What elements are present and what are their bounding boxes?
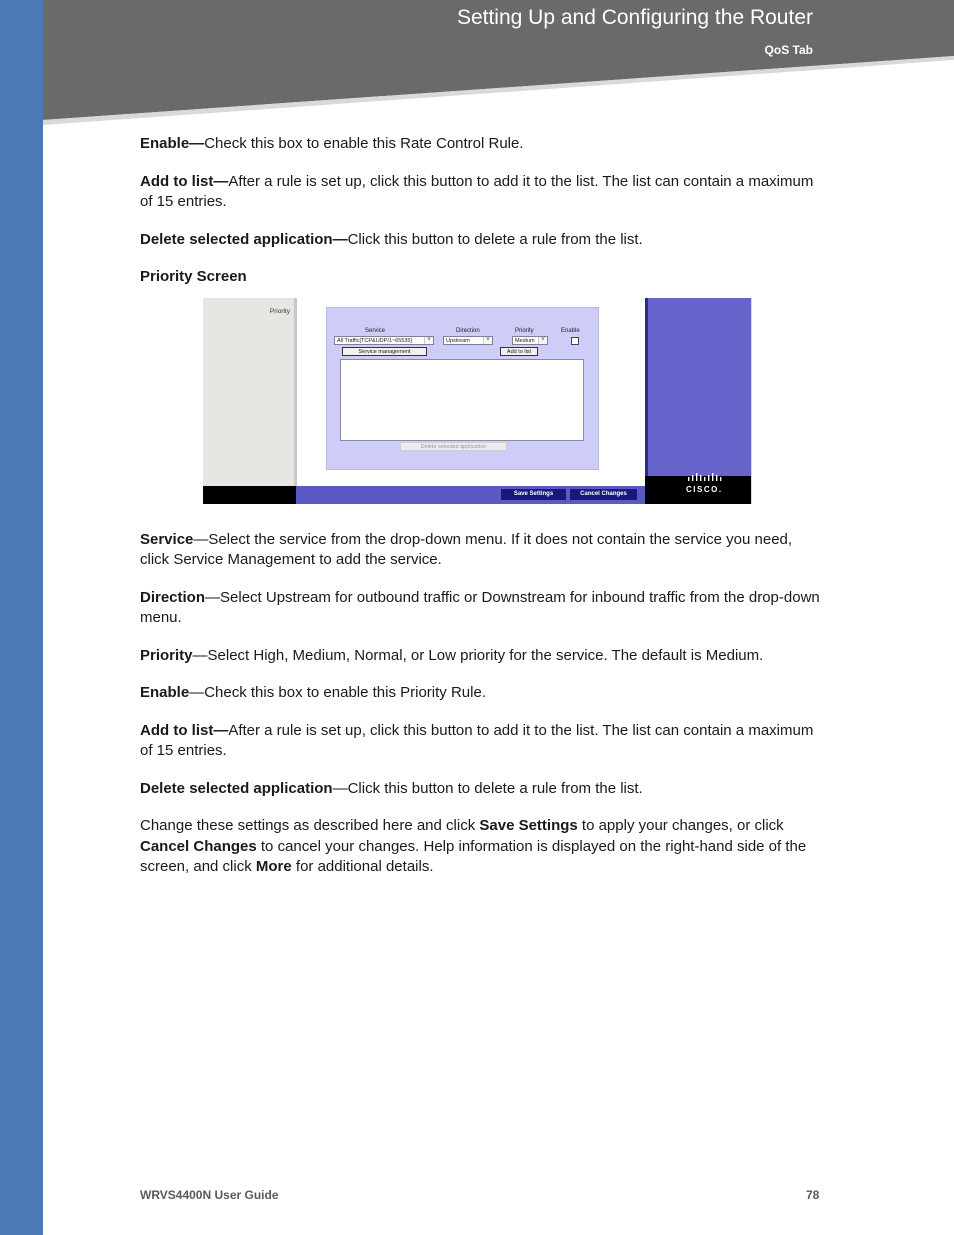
chevron-down-icon: ˅ (424, 337, 433, 344)
section-heading: Priority Screen (140, 268, 247, 285)
detail-priority: Priority—Select High, Medium, Normal, or Low priority for the service. The default is Medium. (140, 646, 764, 664)
col-service: Service (365, 327, 386, 334)
col-enable: Enable (561, 327, 580, 334)
header-subtitle: QoS Tab (764, 43, 813, 57)
priority-screenshot (203, 298, 752, 504)
chevron-down-icon: ˅ (483, 337, 492, 344)
detail-direction: Direction—Select Upstream for outbound traffic or Downstream for inbound traffic from the drop-down menu. (140, 588, 820, 626)
detail-service: Service—Select the service from the drop-down menu. If it does not contain the service you need, click Service Management to add the service. (140, 530, 793, 568)
intro-enable: Enable—Check this box to enable this Rate Control Rule. (140, 135, 524, 152)
priority-select[interactable]: Medium ˅ (512, 336, 548, 345)
chevron-down-icon: ˅ (538, 337, 547, 344)
save-settings-button[interactable]: Save Settings (501, 489, 566, 500)
col-direction: Direction (456, 327, 480, 334)
detail-enable: Enable—Check this box to enable this Priority Rule. (140, 684, 486, 701)
figure-side-menu (203, 298, 297, 486)
add-to-list-button[interactable]: Add to list (500, 347, 538, 356)
delete-selected-button[interactable]: Delete selected application (400, 442, 507, 451)
cisco-logo-icon (686, 473, 726, 483)
detail-add-to-list: Add to list—After a rule is set up, click this button to add it to the list. The list can contain a maximum of 15 entries. (140, 721, 814, 759)
cancel-changes-button[interactable]: Cancel Changes (570, 489, 637, 500)
cisco-logo-text: CISCO. (686, 484, 723, 494)
figure-side-label: Priority (269, 307, 290, 315)
col-priority: Priority (515, 327, 534, 334)
rule-list-box[interactable] (340, 359, 584, 441)
service-select[interactable]: All Traffic[TCP&UDP/1~65535] ˅ (334, 336, 434, 345)
header-title: Setting Up and Configuring the Router (456, 6, 813, 29)
intro-add-to-list: Add to list—After a rule is set up, click this button to add it to the list. The list can contain a maximum of 15 entries. (140, 172, 814, 210)
intro-delete-selected: Delete selected application—Click this button to delete a rule from the list. (140, 230, 643, 248)
detail-delete-selected: Delete selected application—Click this button to delete a rule from the list. (140, 779, 643, 797)
figure-rule-panel (326, 307, 599, 470)
closing-paragraph: Change these settings as described here and click Save Settings to apply your changes, or click Cancel Changes to cancel your changes. Help information is displayed on the right-hand side of the screen, and click More for additional details. (140, 817, 807, 875)
figure-bottom-left (203, 486, 296, 504)
left-color-bar (0, 0, 43, 1235)
service-management-button[interactable]: Service management (342, 347, 427, 356)
footer-guide-name: WRVS4400N User Guide (140, 1188, 279, 1202)
footer-page-number: 78 (806, 1188, 820, 1202)
direction-select[interactable]: Upstream ˅ (443, 336, 493, 345)
figure-help-panel (645, 298, 751, 486)
enable-checkbox[interactable] (571, 337, 579, 345)
page-content (140, 134, 820, 895)
